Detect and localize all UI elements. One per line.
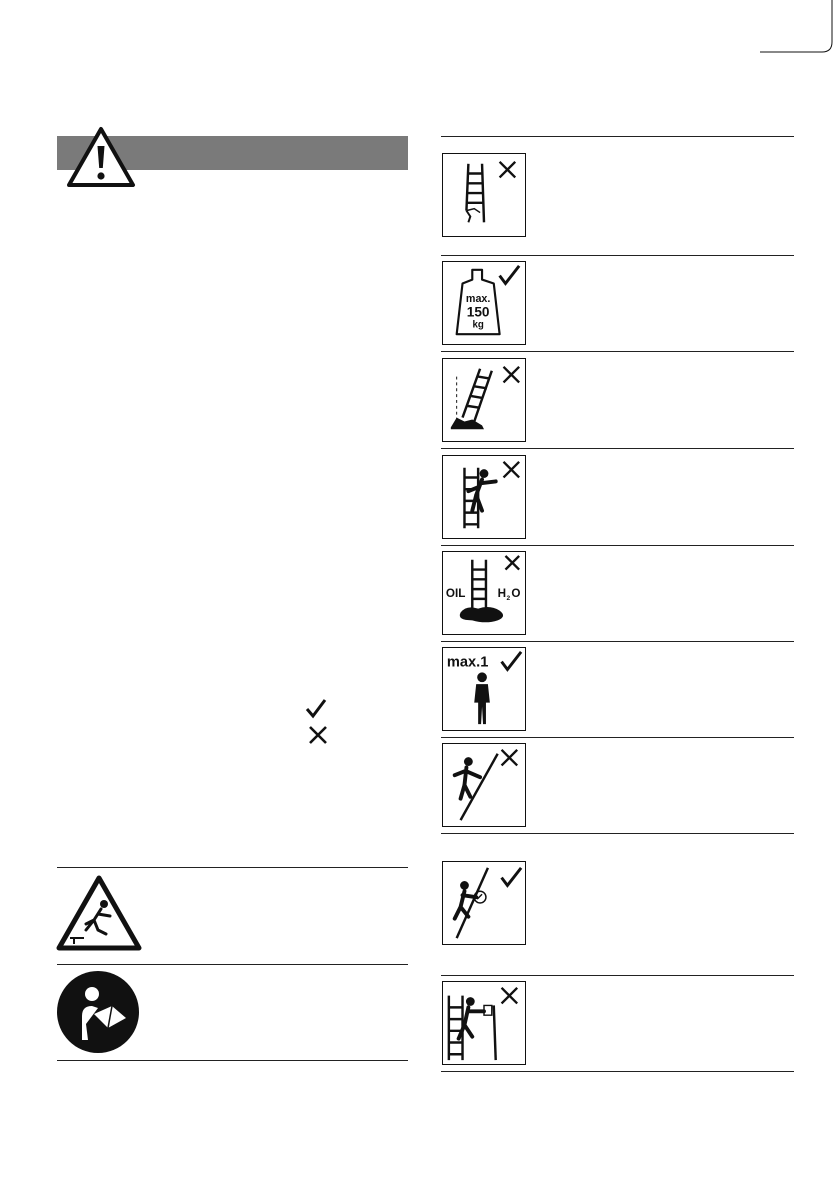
divider (441, 545, 794, 546)
divider (441, 448, 794, 449)
damaged-ladder-icon (443, 154, 525, 236)
facing-away-climbing-pictogram (442, 743, 526, 827)
uneven-ground-ladder-icon (443, 359, 525, 441)
facing-away-climbing-icon (443, 744, 525, 826)
uneven-ground-pictogram (442, 358, 526, 442)
divider (441, 833, 794, 834)
max-load-weight-pictogram (442, 261, 526, 345)
fall-hazard-warning-icon (56, 874, 142, 952)
oil-label: OIL (445, 586, 466, 600)
slippery-surface-pictogram (442, 551, 526, 635)
divider (441, 351, 794, 352)
weight-max-label: max. (465, 293, 491, 306)
divider (57, 964, 408, 965)
slippery-surface-icon (443, 552, 525, 634)
read-manual-icon (56, 970, 140, 1054)
max-persons-label: max.1 (446, 654, 489, 671)
divider (441, 737, 794, 738)
overreaching-icon (443, 456, 525, 538)
divider (441, 136, 794, 137)
facing-ladder-climbing-icon (443, 862, 525, 944)
water-label-o: O (511, 586, 521, 600)
water-label-h: H (497, 586, 507, 600)
exclamation-triangle-icon (66, 126, 136, 188)
damaged-ladder-pictogram (442, 153, 526, 237)
divider (441, 1071, 794, 1072)
electrical-work-pictogram (442, 981, 526, 1065)
max-load-weight-icon (443, 262, 525, 344)
water-label-sub: 2 (506, 594, 511, 602)
max-one-person-pictogram (442, 647, 526, 731)
weight-value: 150 (466, 304, 490, 320)
divider (57, 1060, 408, 1061)
facing-ladder-climbing-pictogram (442, 861, 526, 945)
divider (441, 255, 794, 256)
overreaching-pictogram (442, 455, 526, 539)
weight-unit: kg (472, 319, 484, 331)
divider (57, 867, 408, 868)
electrical-work-icon (443, 982, 525, 1064)
checkmark-icon (305, 697, 327, 719)
max-one-person-icon (443, 648, 525, 730)
cross-icon (307, 724, 329, 746)
divider (441, 641, 794, 642)
divider (441, 975, 794, 976)
page-corner-mark (760, 0, 839, 60)
